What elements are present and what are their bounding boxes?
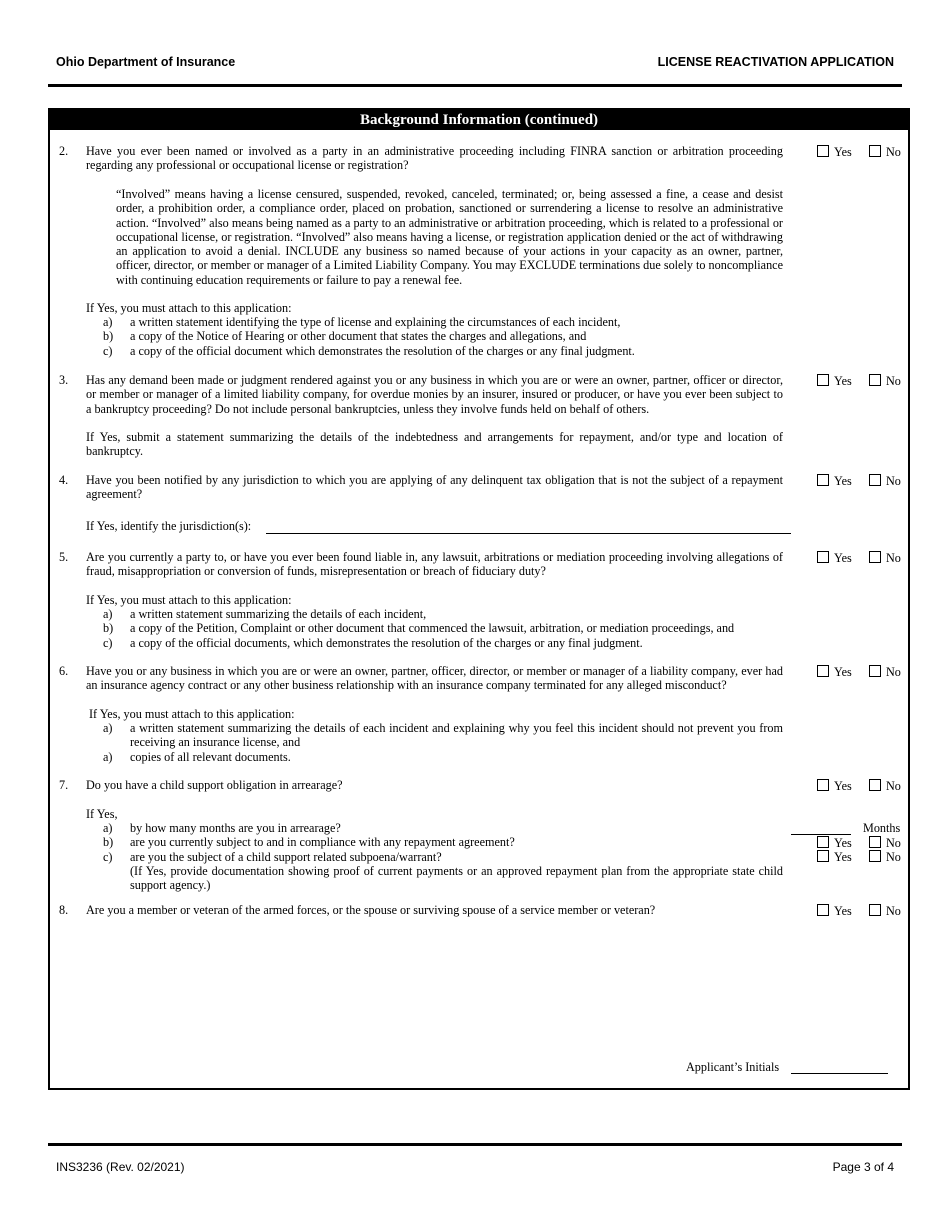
q8-yes-label: Yes: [834, 904, 852, 918]
q3-text: Has any demand been made or judgment rendered against you or any business in which you are or were an owner, partner, officer or director, or member or manager of a limited liability company, for overdue monies by an insurer, insured or producer, or have you ever been subject to a bankruptcy proceeding? Do not include personal bankruptcies, unless they involve funds held on behalf of others.: [86, 373, 783, 416]
list-item: c) a copy of the official documents, which demonstrates the resolution of the charges or any final judgment.: [103, 635, 643, 650]
list-item: b) a copy of the Notice of Hearing or other document that states the charges and allegations, and: [103, 329, 587, 344]
q8-text: Are you a member or veteran of the armed forces, or the spouse or surviving spouse of a service member or veteran?: [86, 903, 656, 917]
q7-text: Do you have a child support obligation in arrearage?: [86, 778, 343, 792]
q7c-yes-option[interactable]: [817, 850, 852, 864]
q2-number: 2.: [59, 144, 69, 158]
q7-no-label: No: [886, 779, 901, 793]
q6-yes-label: Yes: [834, 665, 852, 679]
q3-no-label: No: [886, 374, 901, 388]
q2-no-checkbox[interactable]: [869, 145, 881, 157]
q2-yes-option[interactable]: [817, 145, 852, 159]
q5-number: 5.: [59, 550, 69, 564]
q8-yes-checkbox[interactable]: [817, 904, 829, 916]
q3-no-option[interactable]: [869, 374, 901, 388]
q3-yes-option[interactable]: [817, 374, 852, 388]
q5-if-yes: If Yes, you must attach to this application:: [86, 593, 292, 607]
q2-if-yes: If Yes, you must attach to this application:: [86, 301, 292, 315]
q4-number: 4.: [59, 473, 69, 487]
q6-yes-checkbox[interactable]: [817, 665, 829, 677]
page-number: Page 3 of 4: [832, 1160, 894, 1174]
q5-no-option[interactable]: [869, 551, 901, 565]
q7b-yes-option[interactable]: [817, 836, 852, 850]
initials-label: Applicant’s Initials: [686, 1060, 780, 1074]
list-item: a) a written statement summarizing the details of each incident,: [103, 607, 427, 621]
q5-yes-checkbox[interactable]: [817, 551, 829, 563]
q8-yes-option[interactable]: [817, 904, 852, 918]
q7b-no-option[interactable]: [869, 836, 901, 850]
q7-if-yes: If Yes,: [86, 807, 118, 821]
q6-text: Have you or any business in which you are or were an owner, partner, officer, director, or member or manager of a liability company, ever had an insurance agency contract or any other business relationship with an insurance company terminated for any alleged misconduct?: [86, 664, 783, 693]
q8-no-label: No: [886, 904, 901, 918]
q7c-no-checkbox[interactable]: [869, 850, 881, 862]
q4-text: Have you been notified by any jurisdiction to which you are applying of any delinquent tax obligation that is not the subject of a repayment agreement?: [86, 473, 783, 502]
q5-no-checkbox[interactable]: [869, 551, 881, 563]
agency-name: Ohio Department of Insurance: [56, 55, 236, 69]
list-item: b) are you currently subject to and in compliance with any repayment agreement?: [103, 835, 515, 850]
q4-no-label: No: [886, 474, 901, 488]
q4-if-yes: If Yes, identify the jurisdiction(s):: [86, 519, 252, 533]
q5-text: Are you currently a party to, or have you ever been found liable in, any lawsuit, arbitrations or mediation proceeding involving allegations of fraud, misappropriation or conversion of funds, misrepresentation or breach of fiduciary duty?: [86, 550, 783, 579]
form-title: LICENSE REACTIVATION APPLICATION: [657, 55, 894, 69]
q7c-no-label: No: [886, 850, 901, 864]
q4-yes-label: Yes: [834, 474, 852, 488]
q7b-no-label: No: [886, 836, 901, 850]
q4-no-option[interactable]: [869, 474, 901, 488]
q3-yes-label: Yes: [834, 374, 852, 388]
q2-no-label: No: [886, 145, 901, 159]
q5-attachment-list: [86, 607, 783, 650]
q3-yes-checkbox[interactable]: [817, 374, 829, 386]
q8-number: 8.: [59, 903, 69, 917]
q8-no-option[interactable]: [869, 904, 901, 918]
q2-no-option[interactable]: [869, 145, 901, 159]
q2-definition: “Involved” means having a license censured, suspended, revoked, canceled, terminated; or, being assessed a fine, a cease and desist order, a prohibition order, a compliance order, placed on probation, sanctioned or surrendering a license to resolve an administrative action. “Involved” also means being named as a party to an administrative or arbitration proceeding, which is related to a professional or occupational license, or registration. “Involved” also means having a license, or registration application denied or the act of withdrawing an application to avoid a denial. INCLUDE any business so named because of your actions in your capacity as an owner, partner, officer, director, or member or manager of a Limited Liability Company. You may EXCLUDE terminations due solely to noncompliance with continuing education requirements or failure to pay a renewal fee.: [116, 187, 783, 287]
list-item: a) a written statement summarizing the details of each incident and explaining why you feel this incident should not prevent you from receiving an insurance license, and: [103, 721, 783, 750]
footer-rule: [48, 1143, 902, 1146]
q3-no-checkbox[interactable]: [869, 374, 881, 386]
q7b-no-checkbox[interactable]: [869, 836, 881, 848]
months-label: Months: [863, 821, 901, 835]
section-title: Background Information (continued): [50, 110, 908, 130]
q5-no-label: No: [886, 551, 901, 565]
q7-no-option[interactable]: [869, 779, 901, 793]
q4-yes-option[interactable]: [817, 474, 852, 488]
months-input-line[interactable]: [791, 834, 851, 835]
q7-number: 7.: [59, 778, 69, 792]
q7-subquestion-list: [86, 821, 783, 892]
q7c-yes-checkbox[interactable]: [817, 850, 829, 862]
q2-text: Have you ever been named or involved as a party in an administrative proceeding including FINRA sanction or arbitration proceeding regarding any professional or occupational license or registration?: [86, 144, 783, 173]
q6-no-checkbox[interactable]: [869, 665, 881, 677]
q7c-yes-label: Yes: [834, 850, 852, 864]
q4-no-checkbox[interactable]: [869, 474, 881, 486]
q4-yes-checkbox[interactable]: [817, 474, 829, 486]
q7-yes-checkbox[interactable]: [817, 779, 829, 791]
q7b-yes-checkbox[interactable]: [817, 836, 829, 848]
q8-no-checkbox[interactable]: [869, 904, 881, 916]
q2-yes-checkbox[interactable]: [817, 145, 829, 157]
background-information-section: [48, 108, 910, 1090]
q7-no-checkbox[interactable]: [869, 779, 881, 791]
q7c-no-option[interactable]: [869, 850, 901, 864]
jurisdiction-input-line[interactable]: [266, 533, 791, 534]
q2-yes-label: Yes: [834, 145, 852, 159]
q6-yes-option[interactable]: [817, 665, 852, 679]
header-rule: [48, 84, 902, 87]
list-item: c) a copy of the official document which demonstrates the resolution of the charges or any final judgment.: [103, 343, 635, 358]
q5-yes-label: Yes: [834, 551, 852, 565]
q3-if-yes: If Yes, submit a statement summarizing the details of the indebtedness and arrangements for repayment, and/or type and location of bankruptcy.: [86, 430, 783, 459]
q6-number: 6.: [59, 664, 69, 678]
q7-yes-label: Yes: [834, 779, 852, 793]
list-item: b) a copy of the Petition, Complaint or other document that commenced the lawsuit, arbitration, or mediation proceedings, and: [103, 621, 735, 636]
list-item: c) are you the subject of a child support related subpoena/warrant?: [103, 849, 442, 864]
q2-attachment-list: [86, 315, 783, 358]
q6-no-option[interactable]: [869, 665, 901, 679]
q6-if-yes: If Yes, you must attach to this application:: [89, 707, 295, 721]
form-id: INS3236 (Rev. 02/2021): [56, 1160, 185, 1174]
initials-input-line[interactable]: [791, 1073, 888, 1074]
list-item: a) a written statement identifying the type of license and explaining the circumstances of each incident,: [103, 315, 621, 329]
q6-attachment-list: [86, 721, 783, 764]
list-item: a) copies of all relevant documents.: [103, 749, 291, 764]
q7b-yes-label: Yes: [834, 836, 852, 850]
list-item: a) by how many months are you in arrearage?: [103, 821, 341, 835]
q5-yes-option[interactable]: [817, 551, 852, 565]
q3-number: 3.: [59, 373, 69, 387]
list-item: (If Yes, provide documentation showing proof of current payments or an approved repayment plan from the appropriate state child support agency.): [130, 863, 783, 893]
q6-no-label: No: [886, 665, 901, 679]
q7-yes-option[interactable]: [817, 779, 852, 793]
